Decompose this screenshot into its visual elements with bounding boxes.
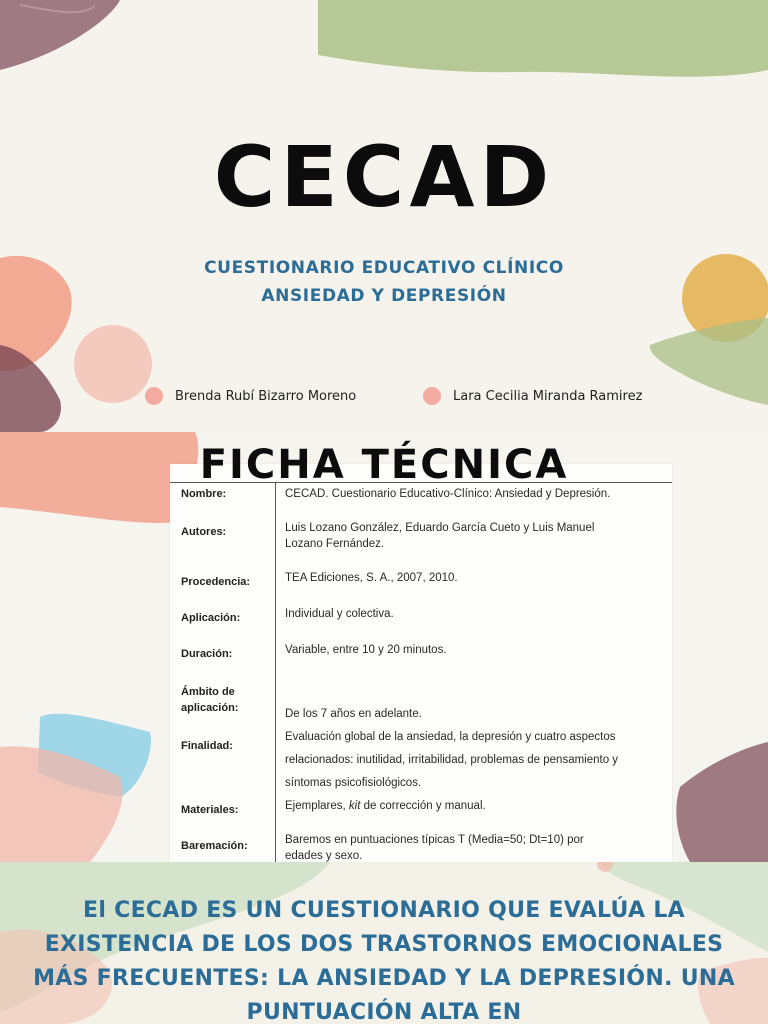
author-1 bbox=[145, 387, 356, 405]
row-value: Individual y colectiva. bbox=[285, 608, 394, 620]
row-value bbox=[285, 798, 635, 814]
value-text: Ejemplares, bbox=[285, 800, 349, 812]
row-value: De los 7 años en adelante. bbox=[285, 708, 422, 720]
document-subtitle bbox=[0, 254, 768, 310]
row-label: Autores: bbox=[181, 526, 227, 538]
row-label: Baremación: bbox=[181, 840, 248, 852]
row-label: Finalidad: bbox=[181, 740, 233, 752]
row-value: Baremos en puntuaciones típicas T (Media=50; Dt=10) por edades y sexo. bbox=[285, 834, 584, 862]
row-value: Evaluación global de la ansiedad, la depresión y cuatro aspectos relacionados: inutilidad, irritabilidad, problemas de pensamiento y síntomas psicofisiológicos. bbox=[285, 731, 619, 789]
author-name: Lara Cecilia Miranda Ramirez bbox=[453, 388, 643, 404]
author-name: Brenda Rubí Bizarro Moreno bbox=[175, 388, 357, 404]
section-title: FICHA TÉCNICA bbox=[199, 442, 569, 488]
row-value: Variable, entre 10 y 20 minutos. bbox=[285, 644, 447, 656]
subtitle-line-2: ANSIEDAD Y DEPRESIÓN bbox=[261, 286, 507, 306]
value-text: de corrección y manual. bbox=[360, 800, 486, 812]
row-label: Nombre: bbox=[181, 488, 227, 500]
row-label: Procedencia: bbox=[181, 576, 251, 588]
row-label: Duración: bbox=[181, 648, 233, 660]
ficha-tecnica-slide bbox=[0, 432, 768, 862]
row-label: Ámbito de aplicación: bbox=[181, 686, 239, 714]
author-2 bbox=[423, 387, 642, 405]
subtitle-line-1: CUESTIONARIO EDUCATIVO CLÍNICO bbox=[204, 258, 564, 278]
document-title: CECAD bbox=[213, 128, 555, 226]
bullet-dot bbox=[145, 387, 163, 405]
row-value: TEA Ediciones, S. A., 2007, 2010. bbox=[285, 572, 458, 584]
cover-slide bbox=[0, 0, 768, 432]
description-slide bbox=[0, 862, 768, 1024]
bullet-dot bbox=[423, 387, 441, 405]
row-label: Materiales: bbox=[181, 804, 239, 816]
row-value: Luis Lozano González, Eduardo García Cueto y Luis Manuel Lozano Fernández. bbox=[285, 522, 595, 550]
divider bbox=[275, 482, 276, 862]
value-italic: kit bbox=[348, 800, 361, 812]
description-text: El CECAD ES UN CUESTIONARIO QUE EVALÚA LA EXISTENCIA DE LOS DOS TRASTORNOS EMOCIONALES MÁS FRECUENTES: LA ANSIEDAD Y LA DEPRESIÓN. UNA PUNTUACIÓN ALTA EN bbox=[33, 898, 735, 1024]
technical-sheet bbox=[170, 464, 672, 862]
row-value: CECAD. Cuestionario Educativo-Clínico: Ansiedad y Depresión. bbox=[285, 488, 611, 500]
row-label: Aplicación: bbox=[181, 612, 241, 624]
